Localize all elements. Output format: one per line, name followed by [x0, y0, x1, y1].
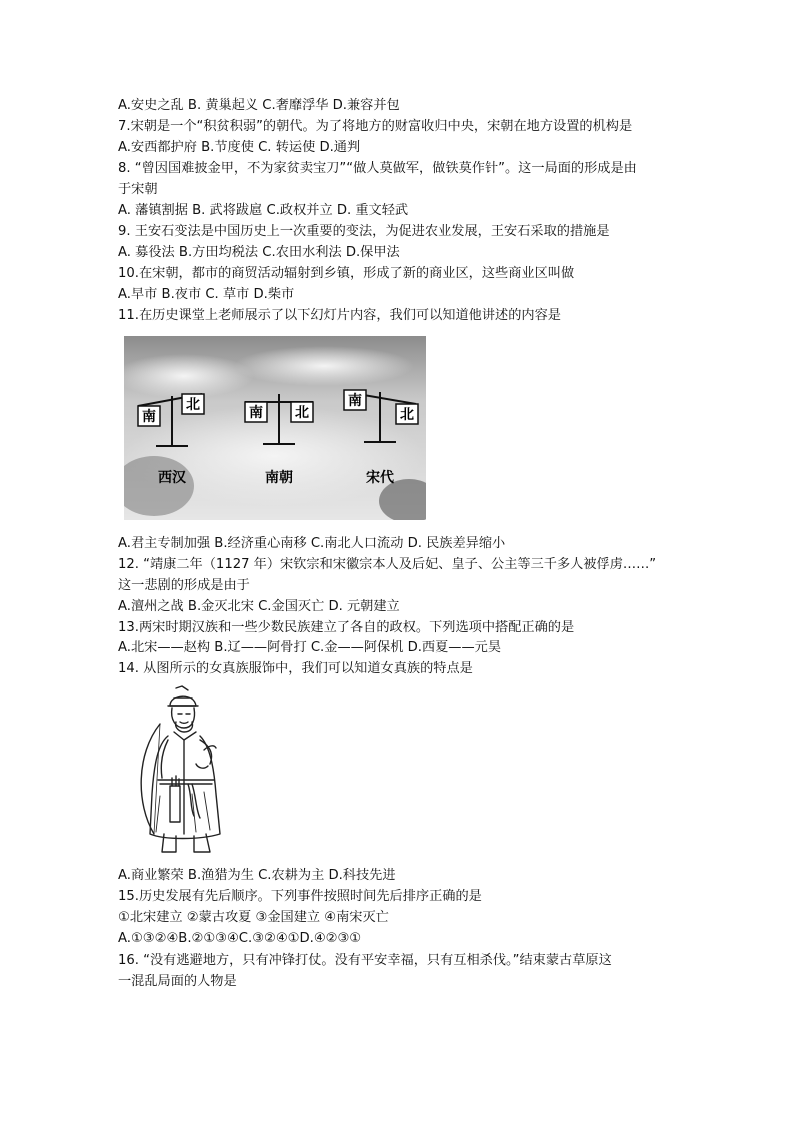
q6-options: A.安史之乱 B. 黄巢起义 C.奢靡浮华 D.兼容并包: [118, 98, 400, 113]
q8-stem-cont: 于宋朝: [118, 182, 158, 197]
q7-options: A.安西都护府 B.节度使 C. 转运使 D.通判: [118, 140, 361, 155]
q9-options: A. 募役法 B.方田均税法 C.农田水利法 D.保甲法: [118, 245, 400, 260]
q13-stem: 13.两宋时期汉族和一些少数民族建立了各自的政权。下列选项中搭配正确的是: [118, 620, 575, 635]
scale-caption-xihan: 西汉: [158, 470, 186, 486]
q8-options: A. 藩镇割据 B. 武将跋扈 C.政权并立 D. 重文轻武: [118, 203, 409, 218]
scales-figure: [124, 336, 426, 520]
q15-options: A.①③②④B.②①③④C.③②④①D.④②③①: [118, 931, 362, 946]
scale-south-label: 南: [142, 409, 156, 425]
q11-options: A.君主专制加强 B.经济重心南移 C.南北人口流动 D. 民族差异缩小: [118, 536, 506, 551]
q16-stem-cont: 一混乱局面的人物是: [118, 974, 237, 989]
q10-stem: 10.在宋朝，都市的商贸活动辐射到乡镇，形成了新的商业区，这些商业区叫做: [118, 266, 575, 281]
scale-caption-nanchao: 南朝: [265, 470, 293, 486]
q14-stem: 14. 从图所示的女真族服饰中，我们可以知道女真族的特点是: [118, 661, 473, 676]
q11-stem: 11.在历史课堂上老师展示了以下幻灯片内容，我们可以知道他讲述的内容是: [118, 308, 561, 323]
scale-north-label: 北: [400, 407, 414, 423]
q13-options: A.北宋——赵构 B.辽——阿骨打 C.金——阿保机 D.西夏——元昊: [118, 640, 502, 655]
jurchen-costume-figure: [130, 684, 242, 856]
q12-stem: 12. “靖康二年（1127 年）宋钦宗和宋徽宗本人及后妃、皇子、公主等三千多人被俘虏……”: [118, 557, 657, 572]
q15-events: ①北宋建立 ②蒙古攻夏 ③金国建立 ④南宋灭亡: [118, 910, 389, 925]
q16-stem: 16. “没有逃避地方，只有冲锋打仗。没有平安幸福，只有互相杀伐。”结束蒙古草原这: [118, 953, 612, 968]
q9-stem: 9. 王安石变法是中国历史上一次重要的变法，为促进农业发展，王安石采取的措施是: [118, 224, 610, 239]
q14-options: A.商业繁荣 B.渔猎为生 C.农耕为主 D.科技先进: [118, 868, 396, 883]
q7-stem: 7.宋朝是一个“积贫积弱”的朝代。为了将地方的财富收归中央，宋朝在地方设置的机构是: [118, 119, 633, 134]
q12-stem-cont: 这一悲剧的形成是由于: [118, 578, 250, 593]
q8-stem: 8. “曾因国难披金甲，不为家贫卖宝刀”“做人莫做军，做铁莫作针”。这一局面的形成是由: [118, 161, 637, 176]
scale-caption-songdai: 宋代: [366, 470, 394, 486]
q15-stem: 15.历史发展有先后顺序。下列事件按照时间先后排序正确的是: [118, 889, 482, 904]
q10-options: A.早市 B.夜市 C. 草市 D.柴市: [118, 287, 295, 302]
scale-south-label: 南: [348, 393, 362, 409]
q12-options: A.澶州之战 B.金灭北宋 C.金国灭亡 D. 元朝建立: [118, 599, 400, 614]
scale-south-label: 南: [249, 405, 263, 421]
scale-north-label: 北: [186, 397, 200, 413]
scale-north-label: 北: [295, 405, 309, 421]
